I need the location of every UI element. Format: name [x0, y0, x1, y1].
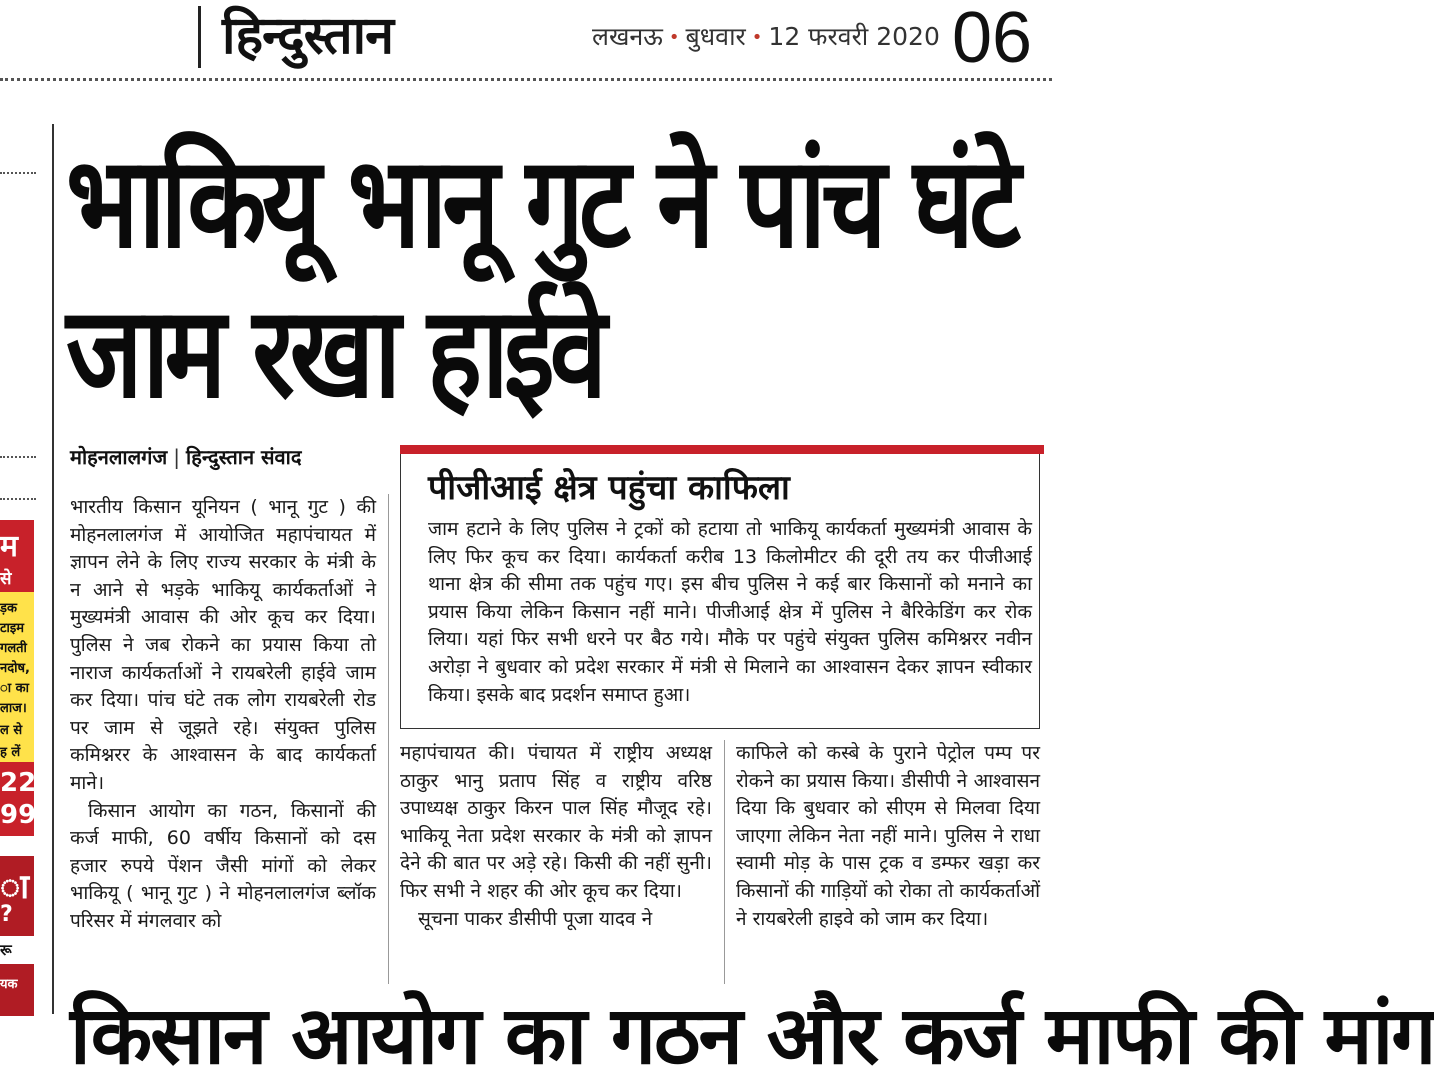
byline-separator: |	[173, 445, 181, 469]
article-paragraph: काफिले को कस्बे के पुराने पेट्रोल पम्प पर रोकने का प्रयास किया। डीसीपी ने आश्वासन दिया कि बुधवार को सीएम से मिलवा दिया जाएगा लेकिन नेता नहीं माने। पुलिस ने राधा स्वामी मोड़ के पास ट्रक व डम्फर खड़ा कर किसानों की गाड़ियों को रोका तो कार्यकर्ताओं ने रायबरेली हाइवे को जाम कर दिया।	[736, 742, 1040, 930]
article-paragraph: सूचना पाकर डीसीपी पूजा यादव ने	[418, 907, 653, 930]
ad-text: टाइम	[0, 621, 25, 636]
ad-text: से	[0, 569, 12, 589]
ad-text: लाज।	[0, 701, 27, 716]
column-rule	[388, 494, 389, 984]
masthead-divider	[198, 6, 201, 68]
ad-text: 22	[0, 768, 37, 798]
next-headline-text: किसान आयोग का गठन और कर्ज माफी की मांग	[70, 989, 1434, 1082]
bullet-icon: •	[668, 27, 680, 48]
article-paragraph: भारतीय किसान यूनियन ( भानू गुट ) की मोहनलालगंज में आयोजित महापंचायत में ज्ञापन लेने के लिए राज्य सरकार के मंत्री के न आने से भड़के भाकियू कार्यकर्ताओं ने मुख्यमंत्री आवास की ओर कूच कर दिया। पुलिस ने जब रोकने का प्रयास किया तो नाराज कार्यकर्ताओं ने रायबरेली हाईवे जाम कर दिया। पांच घंटे तक लोग रायबरेली रोड पर जाम से जूझते रहे। संयुक्त पुलिस कमिश्नरर के आश्वासन के बाद कार्यकर्ता माने।	[70, 496, 376, 794]
dateline-city: लखनऊ	[592, 22, 663, 51]
newspaper-logo: हिन्दुस्तान	[222, 6, 393, 66]
ad-text: रू	[0, 941, 12, 959]
dateline-weekday: बुधवार	[685, 22, 746, 51]
bullet-icon: •	[751, 27, 763, 48]
page-number: 06	[952, 0, 1033, 78]
ad-text: ड़क	[0, 601, 17, 616]
strip-dotted-rule	[0, 456, 36, 458]
article-column-2	[400, 740, 712, 933]
ad-text: यक	[0, 977, 18, 992]
ad-text: ा	[0, 867, 30, 907]
byline-place: मोहनलालगंज	[70, 445, 168, 469]
sidebar-box-title: पीजीआई क्षेत्र पहुंचा काफिला	[428, 468, 790, 508]
main-headline: भाकियू भानू गुट ने पांच घंटे जाम रखा हाईवे	[66, 129, 1017, 426]
ad-text: नदोष,	[0, 661, 30, 676]
ad-text: गलती	[0, 641, 27, 656]
article-column-3	[736, 740, 1040, 933]
masthead-rule	[0, 78, 1052, 81]
article-paragraph: महापंचायत की। पंचायत में राष्ट्रीय अध्यक्ष ठाकुर भानु प्रताप सिंह व राष्ट्रीय वरिष्ठ उपाध्यक्ष ठाकुर किरन पाल सिंह मौजूद रहे। भाकियू नेता प्रदेश सरकार के मंत्री को ज्ञापन देने की बात पर अड़े रहे। किसी की नहीं सुनी। फिर सभी ने शहर की ओर कूच कर दिया।	[400, 742, 712, 902]
byline	[70, 444, 301, 470]
next-headline-fragment	[70, 986, 1434, 1082]
ad-text: ह लें	[0, 745, 21, 760]
dateline	[592, 20, 940, 57]
column-rule	[52, 124, 54, 1014]
ad-text: 99	[0, 800, 37, 830]
column-rule	[724, 740, 725, 984]
article-column-1	[70, 494, 376, 936]
strip-dotted-rule	[0, 498, 36, 500]
strip-dotted-rule	[0, 172, 36, 174]
ad-text: म	[0, 529, 18, 564]
ad-text: ?	[0, 902, 13, 927]
sidebar-box-body: जाम हटाने के लिए पुलिस ने ट्रकों को हटाया तो भाकियू कार्यकर्ता मुख्यमंत्री आवास के लिए फिर कूच कर दिया। कार्यकर्ता करीब 13 किलोमीटर की दूरी तय कर पीजीआई थाना क्षेत्र की सीमा तक पहुंच गए। इस बीच पुलिस ने कई बार किसानों को मनाने का प्रयास किया लेकिन किसान नहीं माने। पीजीआई क्षेत्र में पुलिस ने बैरिकेडिंग कर रोक लिया। यहां फिर सभी धरने पर बैठ गये। मौके पर पहुंचे संयुक्त पुलिस कमिश्नरर नवीन अरोड़ा ने बुधवार को प्रदेश सरकार में मंत्री से मिलाने का आश्वासन देकर ज्ञापन स्वीकार किया। इसके बाद प्रदर्शन समाप्त हुआ।	[428, 518, 1032, 706]
byline-source: हिन्दुस्तान संवाद	[186, 445, 302, 469]
article-paragraph: किसान आयोग का गठन, किसानों की कर्ज माफी, 60 वर्षीय किसानों को दस हजार रुपये पेंशन जैसी मांगों को लेकर भाकियू ( भानू गुट ) ने मोहनलालगंज ब्लॉक परिसर में मंगलवार को	[70, 799, 376, 932]
left-advertisement	[0, 856, 34, 1016]
dateline-date: 12 फरवरी 2020	[768, 22, 940, 51]
left-advertisement	[0, 520, 37, 836]
ad-text: ा का	[0, 681, 29, 696]
sidebar-box-accent	[400, 445, 1044, 454]
ad-text: ल से	[0, 723, 23, 738]
